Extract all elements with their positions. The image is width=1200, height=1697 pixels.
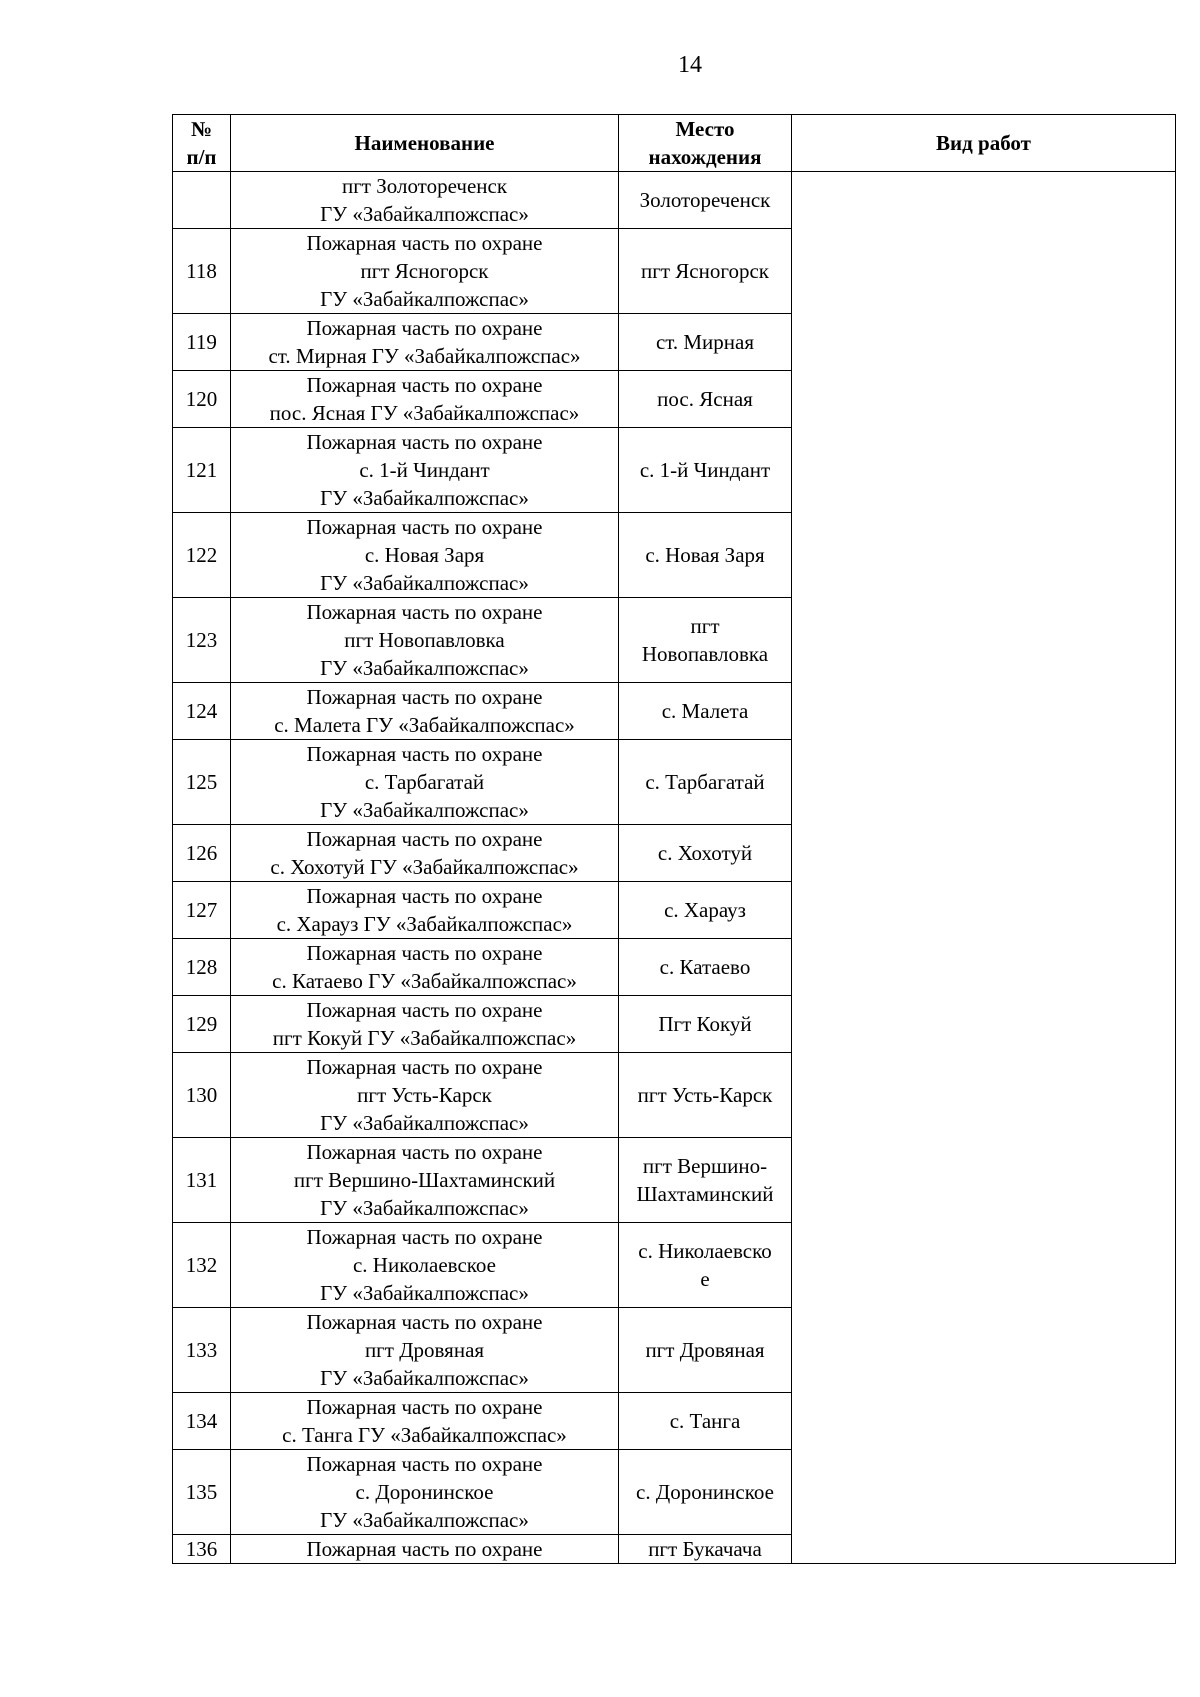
- station-name-line: пгт Дровяная: [364, 1338, 485, 1362]
- station-location: [619, 1223, 792, 1308]
- station-name-line: с. Малета ГУ «Забайкалпожспас»: [274, 713, 575, 737]
- station-name-line: пос. Ясная ГУ «Забайкалпожспас»: [269, 401, 580, 425]
- row-number: 124: [173, 683, 231, 740]
- station-location-line: е: [700, 1267, 710, 1291]
- station-location: [619, 371, 792, 428]
- station-name-line: пгт Усть-Карск: [357, 1083, 492, 1107]
- station-location-line: пгт Дровяная: [645, 1338, 765, 1362]
- station-name-line: пгт Новопавловка: [344, 628, 505, 652]
- station-name-line: Пожарная часть по охране: [306, 1055, 543, 1079]
- station-location-line: пгт Ясногорск: [641, 259, 769, 283]
- station-name-line: с. Доронинское: [355, 1480, 494, 1504]
- station-name-line: ГУ «Забайкалпожспас»: [320, 202, 529, 226]
- station-location: [619, 1450, 792, 1535]
- station-name: [231, 1223, 619, 1308]
- station-location-line: пгт Усть-Карск: [637, 1083, 773, 1107]
- station-location-line: ст. Мирная: [655, 330, 755, 354]
- station-name-line: Пожарная часть по охране: [306, 1537, 543, 1561]
- station-name-line: пгт Ясногорск: [360, 259, 489, 283]
- station-location-line: с. Николаевско: [638, 1239, 772, 1263]
- header-location: [619, 115, 792, 172]
- station-name-line: с. Новая Заря: [364, 543, 485, 567]
- station-name-line: Пожарная часть по охране: [306, 742, 543, 766]
- table-body: [173, 172, 1176, 1564]
- fire-stations-table: [172, 114, 1176, 1564]
- station-location-line: Шахтаминский: [636, 1182, 774, 1206]
- row-number: 122: [173, 513, 231, 598]
- station-name: [231, 371, 619, 428]
- station-name: [231, 825, 619, 882]
- station-name-line: ГУ «Забайкалпожспас»: [320, 1508, 529, 1532]
- table-row: [173, 172, 1176, 229]
- station-location-line: с. Харауз: [664, 898, 746, 922]
- row-number: 130: [173, 1053, 231, 1138]
- station-name-line: с. 1-й Чиндант: [359, 458, 490, 482]
- station-location-line: Золотореченск: [639, 188, 771, 212]
- row-number: 136: [173, 1535, 231, 1564]
- station-name: [231, 1535, 619, 1564]
- station-location: [619, 825, 792, 882]
- station-name: [231, 939, 619, 996]
- station-location-line: с. Танга: [669, 1409, 741, 1433]
- station-location-line: Новопавловка: [641, 642, 769, 666]
- station-location-line: с. 1-й Чиндант: [639, 458, 771, 482]
- station-location: [619, 229, 792, 314]
- station-location: [619, 1535, 792, 1564]
- header-work: Вид работ: [792, 115, 1176, 172]
- station-location-line: с. Доронинское: [636, 1480, 774, 1504]
- station-name: [231, 683, 619, 740]
- station-name: [231, 1393, 619, 1450]
- station-name-line: с. Николаевское: [352, 1253, 497, 1277]
- station-name: [231, 598, 619, 683]
- station-location: [619, 939, 792, 996]
- station-name-line: Пожарная часть по охране: [306, 1140, 543, 1164]
- station-name-line: ГУ «Забайкалпожспас»: [320, 571, 529, 595]
- row-number: 129: [173, 996, 231, 1053]
- station-name-line: Пожарная часть по охране: [306, 316, 543, 340]
- station-name-line: пгт Кокуй ГУ «Забайкалпожспас»: [272, 1026, 577, 1050]
- station-location-line: с. Малета: [661, 699, 749, 723]
- station-name: [231, 428, 619, 513]
- station-location: [619, 428, 792, 513]
- station-location: [619, 598, 792, 683]
- station-name-line: с. Катаево ГУ «Забайкалпожспас»: [272, 969, 577, 993]
- station-location-line: с. Тарбагатай: [645, 770, 765, 794]
- station-name-line: с. Харауз ГУ «Забайкалпожспас»: [276, 912, 573, 936]
- station-location: [619, 172, 792, 229]
- station-name-line: Пожарная часть по охране: [306, 685, 543, 709]
- station-name-line: Пожарная часть по охране: [306, 1395, 543, 1419]
- station-name-line: ГУ «Забайкалпожспас»: [320, 1111, 529, 1135]
- row-number: 128: [173, 939, 231, 996]
- station-name-line: Пожарная часть по охране: [306, 1225, 543, 1249]
- station-name-line: Пожарная часть по охране: [306, 600, 543, 624]
- station-name-line: Пожарная часть по охране: [306, 515, 543, 539]
- station-location: [619, 1393, 792, 1450]
- row-number: 126: [173, 825, 231, 882]
- station-location-line: с. Новая Заря: [645, 543, 765, 567]
- station-location-line: пгт Букачача: [648, 1537, 762, 1561]
- row-number: 131: [173, 1138, 231, 1223]
- header-num-line: п/п: [186, 145, 217, 169]
- station-location: [619, 314, 792, 371]
- station-location: [619, 882, 792, 939]
- row-number: 135: [173, 1450, 231, 1535]
- station-location-line: с. Катаево: [659, 955, 751, 979]
- header-name: Наименование: [231, 115, 619, 172]
- station-location: [619, 996, 792, 1053]
- station-name-line: Пожарная часть по охране: [306, 1310, 543, 1334]
- station-location: [619, 1138, 792, 1223]
- station-name: [231, 1450, 619, 1535]
- station-location-line: пос. Ясная: [657, 387, 753, 411]
- station-name: [231, 882, 619, 939]
- station-name-line: ст. Мирная ГУ «Забайкалпожспас»: [268, 344, 581, 368]
- station-name: [231, 1138, 619, 1223]
- station-name: [231, 1053, 619, 1138]
- header-location-line: Место: [675, 117, 735, 141]
- station-name: [231, 229, 619, 314]
- row-number: 123: [173, 598, 231, 683]
- header-num: [173, 115, 231, 172]
- station-name-line: ГУ «Забайкалпожспас»: [320, 1281, 529, 1305]
- table-header-row: [173, 115, 1176, 172]
- station-name-line: ГУ «Забайкалпожспас»: [320, 1196, 529, 1220]
- station-name-line: Пожарная часть по охране: [306, 231, 543, 255]
- row-number: 133: [173, 1308, 231, 1393]
- station-name-line: Пожарная часть по охране: [306, 884, 543, 908]
- station-name-line: с. Хохотуй ГУ «Забайкалпожспас»: [270, 855, 579, 879]
- page-number: 14: [678, 52, 702, 78]
- station-name-line: Пожарная часть по охране: [306, 430, 543, 454]
- station-name-line: Пожарная часть по охране: [306, 1452, 543, 1476]
- station-name-line: ГУ «Забайкалпожспас»: [320, 656, 529, 680]
- header-location-line: нахождения: [648, 145, 762, 169]
- station-location: [619, 1053, 792, 1138]
- station-name: [231, 513, 619, 598]
- row-number: 125: [173, 740, 231, 825]
- work-type-cell: [792, 172, 1176, 1564]
- station-name-line: ГУ «Забайкалпожспас»: [320, 798, 529, 822]
- station-name: [231, 314, 619, 371]
- station-location-line: Пгт Кокуй: [658, 1012, 752, 1036]
- station-name-line: с. Танга ГУ «Забайкалпожспас»: [282, 1423, 567, 1447]
- row-number: 119: [173, 314, 231, 371]
- station-name: [231, 172, 619, 229]
- row-number: 118: [173, 229, 231, 314]
- row-number: 121: [173, 428, 231, 513]
- row-number: 132: [173, 1223, 231, 1308]
- station-name-line: Пожарная часть по охране: [306, 941, 543, 965]
- station-name-line: пгт Вершино-Шахтаминский: [293, 1168, 556, 1192]
- station-location: [619, 513, 792, 598]
- row-number: 127: [173, 882, 231, 939]
- station-location: [619, 1308, 792, 1393]
- station-location-line: пгт Вершино-: [642, 1154, 768, 1178]
- station-name-line: ГУ «Забайкалпожспас»: [320, 486, 529, 510]
- station-name-line: ГУ «Забайкалпожспас»: [320, 287, 529, 311]
- station-name-line: ГУ «Забайкалпожспас»: [320, 1366, 529, 1390]
- header-num-line: №: [190, 117, 213, 141]
- row-number: 134: [173, 1393, 231, 1450]
- station-location: [619, 683, 792, 740]
- station-name-line: Пожарная часть по охране: [306, 827, 543, 851]
- station-name-line: с. Тарбагатай: [364, 770, 485, 794]
- row-number: 120: [173, 371, 231, 428]
- station-location-line: пгт: [690, 614, 720, 638]
- row-number: [173, 172, 231, 229]
- station-name: [231, 740, 619, 825]
- station-name-line: Пожарная часть по охране: [306, 998, 543, 1022]
- station-name: [231, 996, 619, 1053]
- station-name: [231, 1308, 619, 1393]
- station-name-line: Пожарная часть по охране: [306, 373, 543, 397]
- station-location-line: с. Хохотуй: [657, 841, 753, 865]
- station-name-line: пгт Золотореченск: [341, 174, 508, 198]
- station-location: [619, 740, 792, 825]
